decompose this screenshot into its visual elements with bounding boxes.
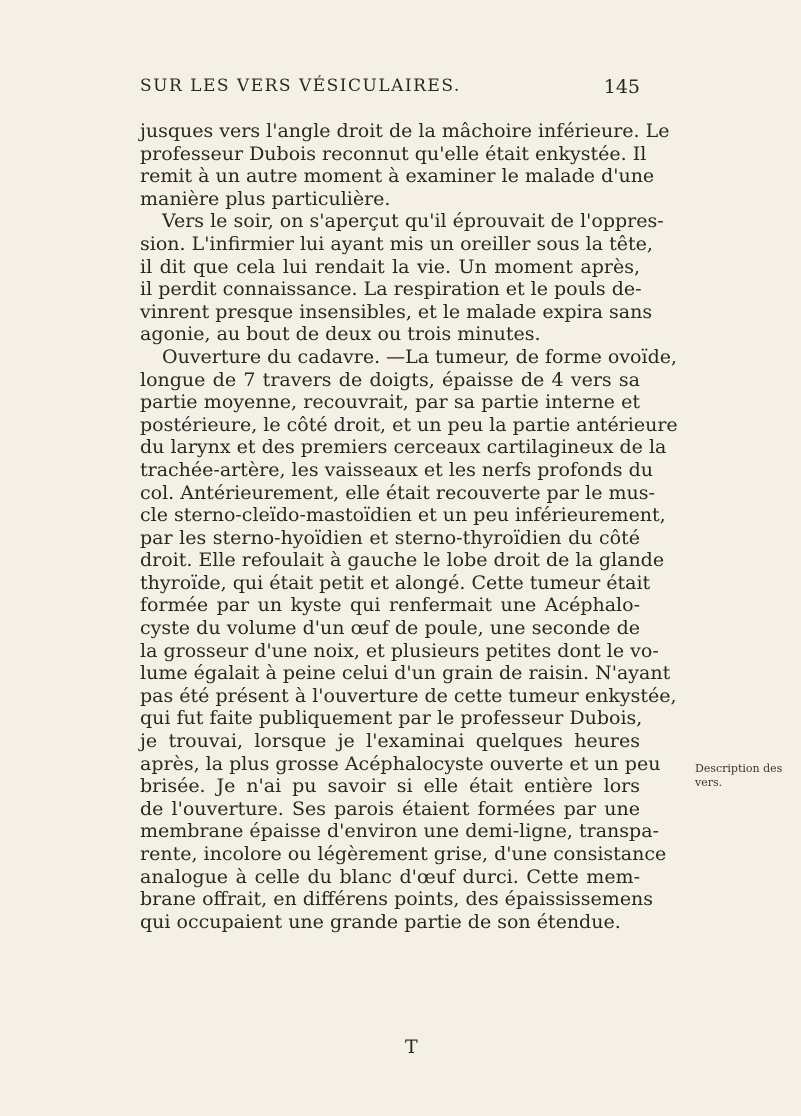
running-title: SUR LES VERS VÉSICULAIRES. (140, 76, 461, 96)
text-line: trachée-artère, les vaisseaux et les nerfs profonds du (140, 458, 653, 481)
page-number: 145 (603, 76, 640, 98)
margin-note-line: Description des (695, 762, 783, 775)
text-line: droit. Elle refoulait à gauche le lobe droit de la glande (140, 549, 665, 572)
text-line: partie moyenne, recouvrait, par sa partie interne et (140, 391, 640, 414)
margin-note (695, 762, 795, 790)
text-line: professeur Dubois reconnut qu'elle était enkystée. Il (140, 142, 647, 165)
text-line: pas été présent à l'ouverture de cette tumeur enkystée, (140, 684, 677, 707)
text-line: longue de 7 travers de doigts, épaisse de 4 vers sa (140, 368, 640, 391)
text-line: je trouvai, lorsque je l'examinai quelques heures (140, 730, 640, 753)
text-line: vinrent presque insensibles, et le malade expira sans (140, 300, 653, 323)
text-line: qui occupaient une grande partie de son étendue. (140, 910, 621, 933)
page-header (140, 76, 640, 104)
text-line: remit à un autre moment à examiner le malade d'une (140, 165, 655, 188)
text-line: rente, incolore ou légèrement grise, d'une consistance (140, 843, 667, 865)
margin-note-line: vers. (695, 776, 723, 789)
text-line: formée par un kyste qui renfermait une Acéphalo- (140, 594, 640, 617)
text-line: membrane épaisse d'environ une demi-ligne, transpa- (140, 820, 659, 843)
text-line: de l'ouverture. Ses parois étaient formées par une (140, 797, 640, 820)
text-line: il dit que cela lui rendait la vie. Un moment après, (140, 255, 640, 278)
text-line: lume égalait à peine celui d'un grain de raisin. N'ayant (140, 662, 671, 685)
text-line: cle sterno-cleïdo-mastoïdien et un peu inférieurement, (140, 504, 666, 527)
text-line: brane offrait, en différens points, des épaississemens (140, 888, 654, 911)
text-line: par les sterno-hyoïdien et sterno-thyroïdien du côté (140, 526, 640, 549)
text-line: agonie, au bout de deux ou trois minutes. (140, 323, 541, 346)
text-line: Ouverture du cadavre. —La tumeur, de forme ovoïde, (162, 345, 678, 368)
text-line: analogue à celle du blanc d'œuf durci. Cette mem- (140, 865, 640, 888)
text-line: postérieure, le côté droit, et un peu la partie antérieure (140, 413, 678, 436)
text-line: brisée. Je n'ai pu savoir si elle était entière lors (140, 775, 640, 798)
text-line: qui fut faite publiquement par le professeur Dubois, (140, 707, 643, 730)
text-line: manière plus particulière. (140, 187, 391, 210)
body-text (140, 120, 678, 933)
text-line: cyste du volume d'un œuf de poule, une seconde de (140, 617, 640, 640)
text-line: il perdit connaissance. La respiration et le pouls de- (140, 278, 642, 301)
text-line: thyroïde, qui était petit et alongé. Cette tumeur était (140, 571, 651, 594)
signature-mark: T (405, 1036, 418, 1058)
text-line: du larynx et des premiers cerceaux cartilagineux de la (140, 436, 667, 459)
text-line: jusques vers l'angle droit de la mâchoire inférieure. Le (140, 120, 670, 142)
text-line: la grosseur d'une noix, et plusieurs petites dont le vo- (140, 639, 659, 662)
text-line: Vers le soir, on s'aperçut qu'il éprouvait de l'oppres- (162, 210, 664, 233)
text-line: sion. L'infirmier lui ayant mis un oreiller sous la tête, (140, 232, 653, 255)
text-line: col. Antérieurement, elle était recouverte par le mus- (140, 481, 655, 504)
text-line: après, la plus grosse Acéphalocyste ouverte et un peu (140, 752, 661, 775)
